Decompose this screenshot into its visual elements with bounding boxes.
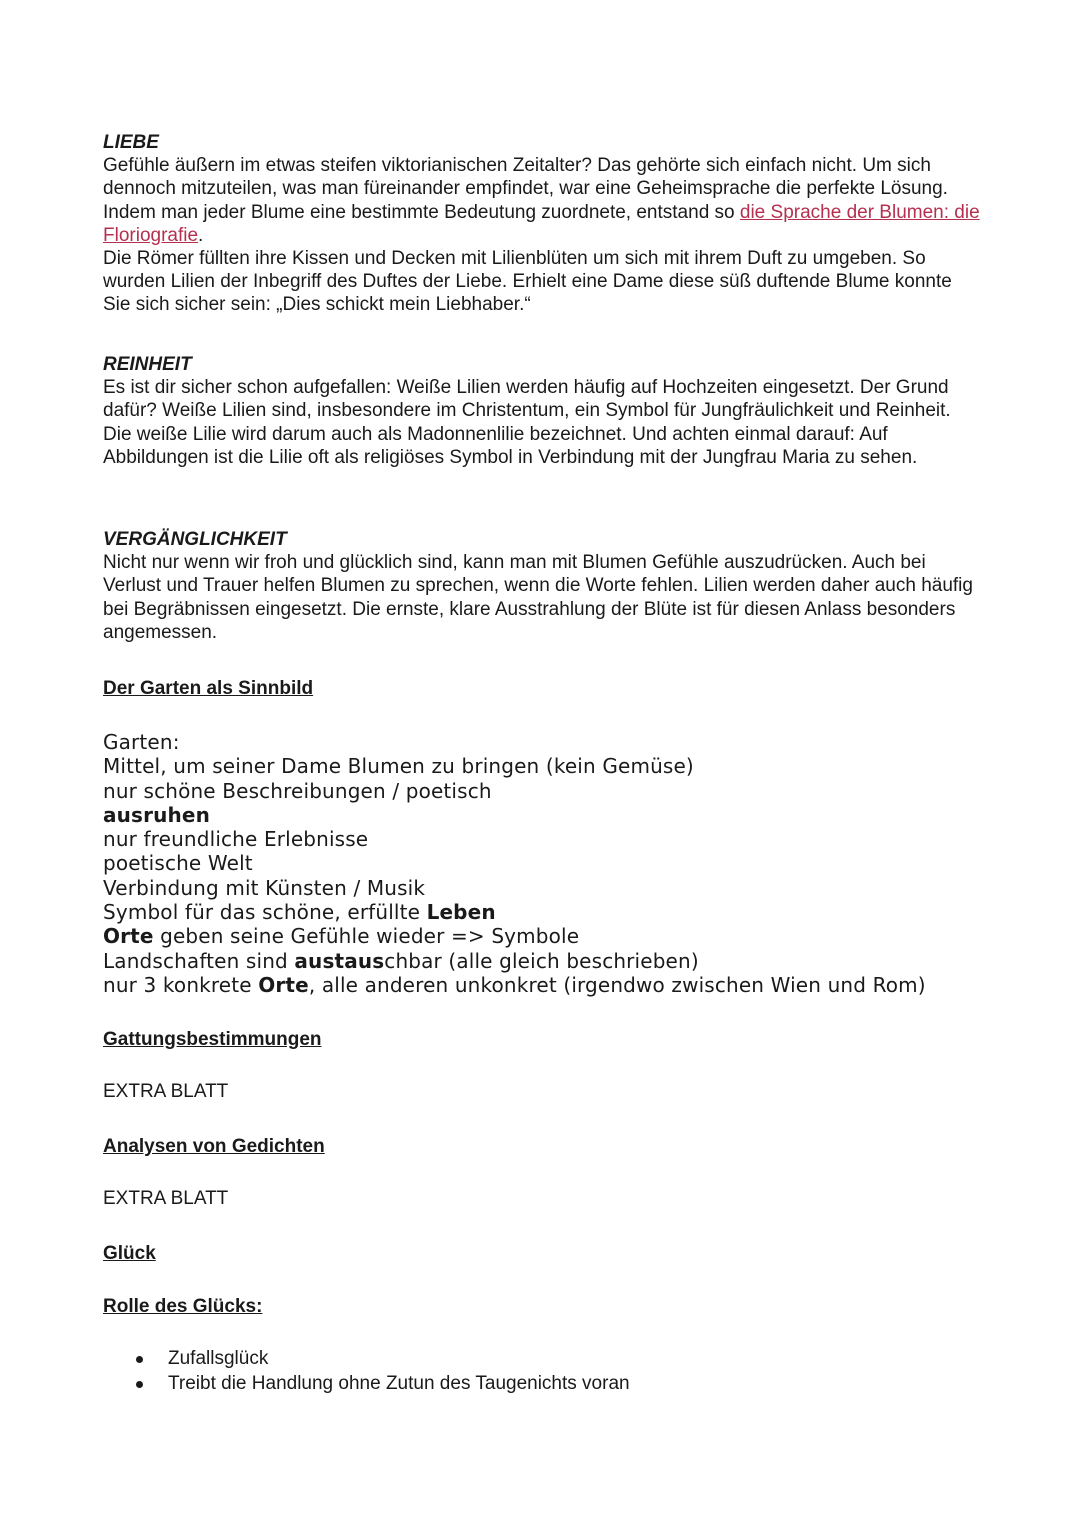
heading-liebe: LIEBE — [103, 132, 159, 153]
section-liebe — [103, 131, 983, 317]
list-item — [103, 1372, 630, 1397]
garten-line — [103, 973, 1063, 997]
bold-word: Orte — [103, 924, 154, 949]
garten-line — [103, 803, 1063, 827]
section-reinheit — [103, 353, 983, 469]
garten-list — [103, 730, 1063, 997]
line-part: , alle anderen unkonkret (irgendwo zwischen Wien und Rom) — [308, 972, 926, 997]
heading-analysen: Analysen von Gedichten — [103, 1136, 325, 1157]
heading-gattung: Gattungsbestimmungen — [103, 1029, 322, 1050]
garten-line — [103, 949, 1063, 973]
heading-garten: Der Garten als Sinnbild — [103, 678, 314, 699]
list-item-text: Zufallsglück — [168, 1348, 269, 1369]
line-part: geben seine Gefühle wieder => Symbole — [153, 924, 580, 949]
heading-glueck: Glück — [103, 1243, 156, 1264]
gattung-note: EXTRA BLATT — [103, 1081, 229, 1102]
garten-line: Verbindung mit Künsten / Musik — [103, 875, 426, 900]
list-item-text: Treibt die Handlung ohne Zutun des Taugenichts voran — [168, 1372, 630, 1394]
line-part: chbar (alle gleich beschrieben) — [384, 948, 699, 973]
heading-verganglichkeit: VERGÄNGLICHKEIT — [103, 529, 287, 550]
liebe-text-2: Die Römer füllten ihre Kissen und Decken mit Lilienblüten um sich mit ihrem Duft zu umgeben. So wurden Lilien der Inbegriff des Duftes der Liebe. Erhielt eine Dame diese süß duftende Blume konnte Sie sich sicher sein: „Dies schickt mein Liebhaber.“ — [103, 248, 952, 316]
line-part: Symbol für das schöne, erfüllte — [103, 900, 427, 925]
bullet-icon — [136, 1381, 143, 1388]
garten-line: poetische Welt — [103, 851, 253, 876]
heading-reinheit: REINHEIT — [103, 354, 192, 375]
analysen-note: EXTRA BLATT — [103, 1188, 229, 1209]
garten-line — [103, 924, 1063, 948]
verganglichkeit-text: Nicht nur wenn wir froh und glücklich sind, kann man mit Blumen Gefühle auszudrücken. Auch bei Verlust und Trauer helfen Blumen zu sprechen, wenn die Worte fehlen. Lilien werden daher auch häufig bei Begräbnissen eingesetzt. Die ernste, klare Ausstrahlung der Blüte ist für diesen Anlass besonders angemessen. — [103, 552, 973, 643]
heading-rolle: Rolle des Glücks: — [103, 1296, 263, 1317]
garten-list-title: Garten: — [103, 730, 180, 754]
bullet-icon — [136, 1356, 143, 1363]
reinheit-text: Es ist dir sicher schon aufgefallen: Weiße Lilien werden häufig auf Hochzeiten eingesetzt. Der Grund dafür? Weiße Lilien sind, insbesondere im Christentum, ein Symbol für Jungfräulichkeit und Reinheit. Die weiße Lilie wird darum auch als Madonnenlilie bezeichnet. Und achten einmal darauf: Auf Abbildungen ist die Lilie oft als religiöses Symbol in Verbindung mit der Jungfrau Maria zu sehen. — [103, 377, 951, 468]
line-part: Landschaften sind — [103, 948, 295, 973]
bold-word: Leben — [426, 900, 496, 925]
rolle-list — [103, 1347, 630, 1396]
section-verganglichkeit — [103, 528, 983, 644]
liebe-text-1: Gefühle äußern im etwas steifen viktorianischen Zeitalter? Das gehörte sich einfach nicht. Um sich dennoch mitzuteilen, was man füreinander empfindet, war eine Geheimsprache die perfekte Lösung. Indem man jeder Blume eine bestimmte Bedeutung zuordnete, entstand so — [103, 155, 948, 223]
liebe-text-1-end: . — [198, 224, 204, 246]
list-item — [103, 1347, 630, 1372]
garten-line: nur freundliche Erlebnisse — [103, 827, 369, 852]
floriografie-link[interactable]: die Sprache der Blumen: die Floriografie — [103, 201, 980, 246]
garten-line: nur schöne Beschreibungen / poetisch — [103, 778, 492, 803]
bold-word: ausruhen — [103, 802, 210, 827]
garten-line: Mittel, um seiner Dame Blumen zu bringen (kein Gemüse) — [103, 754, 694, 779]
garten-line — [103, 900, 1063, 924]
bold-word: Orte — [258, 972, 309, 997]
line-part: nur 3 konkrete — [103, 972, 259, 997]
bold-word: austaus — [294, 948, 385, 973]
